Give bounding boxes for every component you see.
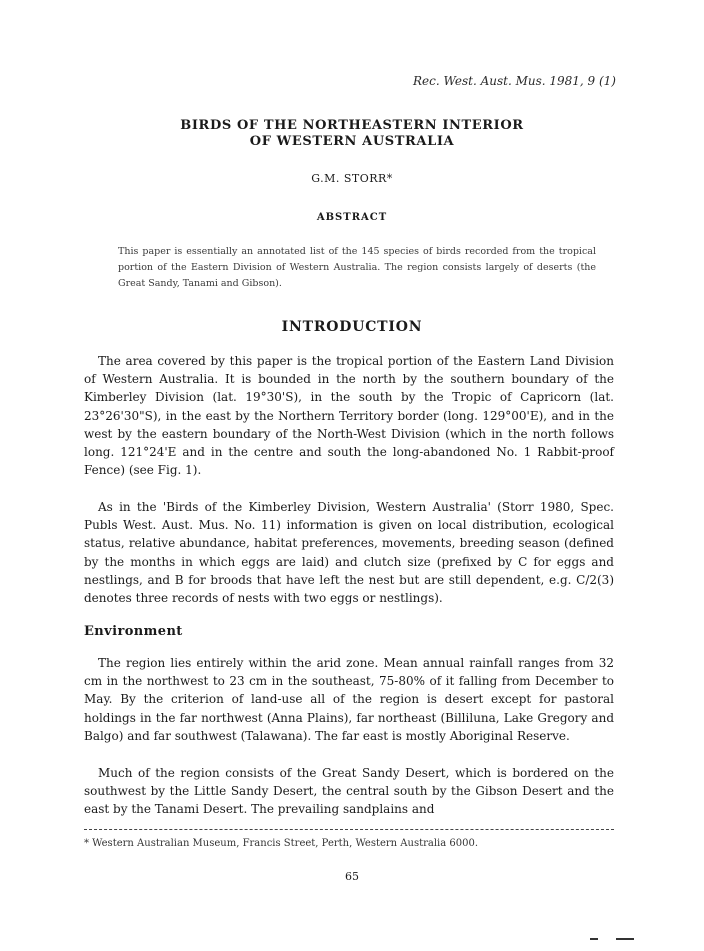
paper-title <box>0 118 704 150</box>
abstract-heading: ABSTRACT <box>316 212 388 223</box>
environment-paragraph-1: The region lies entirely within the arid zone. Mean annual rainfall ranges from 32 cm in the northwest to 23 cm in the southeast, 75-80% of it falling from December to May. By the criterion of land-use all of the region is desert except for pastoral holdings in the far northwest (Anna Plains), far northeast (Billiluna, Lake Gregory and Balgo) and far southwest (Talawana). The far east is mostly Aboriginal Reserve. <box>84 656 614 743</box>
environment-heading: Environment <box>84 624 183 639</box>
footnote-divider <box>84 829 614 830</box>
introduction-heading: INTRODUCTION <box>281 319 423 335</box>
abstract-text: This paper is essentially an annotated list of the 145 species of birds recorded from the tropical portion of the Eastern Division of Western Australia. The region consists largely of deserts (the Great Sandy, Tanami and Gibson). <box>118 246 596 289</box>
paper-title-line-1: BIRDS OF THE NORTHEASTERN INTERIOR <box>180 118 524 133</box>
environment-paragraph-2: Much of the region consists of the Great Sandy Desert, which is bordered on the southwest by the Little Sandy Desert, the central south by the Gibson Desert and the east by the Tanami Desert. The prevailing sandplains and <box>84 766 614 817</box>
introduction-paragraph-2: As in the 'Birds of the Kimberley Division, Western Australia' (Storr 1980, Spec. Publs West. Aust. Mus. No. 11) information is given on local distribution, ecological status, relative abundance, habitat preferences, movements, breeding season (defined by the months in which eggs are laid) and clutch size (prefixed by C for eggs and nestlings, and B for broods that have left the nest but are still dependent, e.g. C/2(3) denotes three records of nests with two eggs or nestlings). <box>84 500 614 606</box>
paper-title-line-2: OF WESTERN AUSTRALIA <box>249 134 455 149</box>
footnote: * Western Australian Museum, Francis Street, Perth, Western Australia 6000. <box>84 838 479 849</box>
scan-mark <box>590 938 598 940</box>
paper-author: G.M. STORR* <box>311 172 393 185</box>
journal-reference: Rec. West. Aust. Mus. 1981, 9 (1) <box>413 74 616 88</box>
scan-mark <box>616 938 634 940</box>
introduction-paragraph-1: The area covered by this paper is the tropical portion of the Eastern Land Division of Western Australia. It is bounded in the north by the southern boundary of the Kimberley Division (lat. 19°30'S), in the south by the Tropic of Capricorn (lat. 23°26'30"S), in the east by the Northern Territory border (long. 129°00'E), and in the west by the eastern boundary of the North-West Division (which in the north follows long. 121°24'E and in the centre and south the long-abandoned No. 1 Rabbit-proof Fence) (see Fig. 1). <box>84 354 614 478</box>
page-number: 65 <box>345 870 359 883</box>
